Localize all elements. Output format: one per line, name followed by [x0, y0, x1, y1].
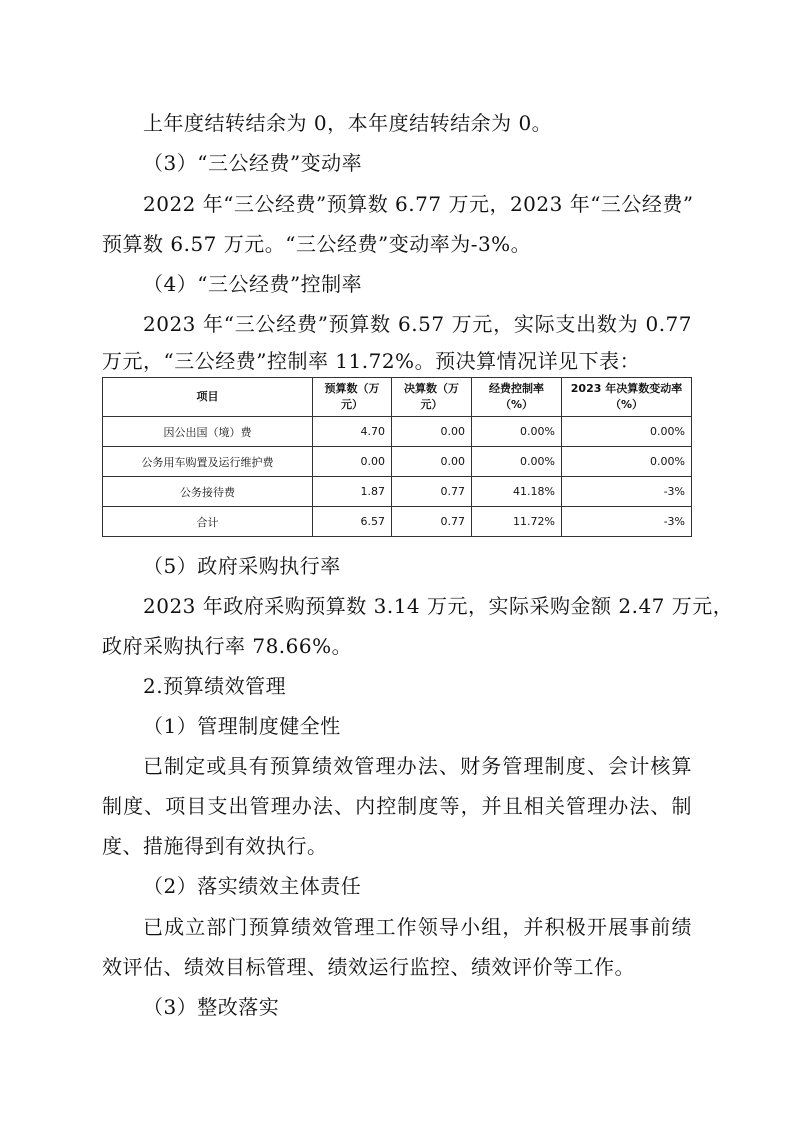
header-item: 项目	[103, 378, 313, 417]
heading-performance-management: 2.预算绩效管理	[143, 674, 287, 698]
paragraph-system-line2: 制度、项目支出管理办法、内控制度等，并且相关管理办法、制	[102, 794, 692, 818]
paragraph-responsibility-line2: 效评估、绩效目标管理、绩效运行监控、绩效评价等工作。	[102, 955, 635, 979]
three-public-expense-table	[102, 377, 692, 537]
heading-2-responsibility: （2）落实绩效主体责任	[143, 874, 362, 898]
heading-5-procurement: （5）政府采购执行率	[143, 554, 341, 578]
paragraph-control-rate-line2: 万元，“三公经费”控制率 11.72%。预决算情况详见下表：	[102, 349, 641, 373]
cell-budget: 4.70	[313, 417, 392, 447]
table-row	[103, 417, 692, 447]
header-budget: 预算数（万元）	[313, 378, 392, 417]
cell-item: 合计	[103, 507, 313, 537]
table-row-total	[103, 507, 692, 537]
cell-control-rate: 41.18%	[472, 477, 562, 507]
cell-final: 0.77	[392, 507, 472, 537]
header-control-rate: 经费控制率（%）	[472, 378, 562, 417]
cell-final: 0.00	[392, 417, 472, 447]
cell-change-rate: -3%	[562, 507, 692, 537]
header-final: 决算数（万元）	[392, 378, 472, 417]
cell-item: 公务接待费	[103, 477, 313, 507]
cell-budget: 1.87	[313, 477, 392, 507]
table-header-row	[103, 378, 692, 417]
paragraph-carryover: 上年度结转结余为 0，本年度结转结余为 0。	[143, 111, 553, 135]
cell-change-rate: -3%	[562, 477, 692, 507]
cell-item: 因公出国（境）费	[103, 417, 313, 447]
paragraph-change-rate-line1: 2022 年“三公经费”预算数 6.77 万元，2023 年“三公经费”	[143, 192, 694, 216]
table-row	[103, 477, 692, 507]
paragraph-change-rate-line2: 预算数 6.57 万元。“三公经费”变动率为-3%。	[102, 232, 532, 256]
cell-change-rate: 0.00%	[562, 417, 692, 447]
cell-change-rate: 0.00%	[562, 447, 692, 477]
paragraph-system-line3: 度、措施得到有效执行。	[102, 834, 328, 858]
cell-control-rate: 0.00%	[472, 447, 562, 477]
paragraph-control-rate-line1: 2023 年“三公经费”预算数 6.57 万元，实际支出数为 0.77	[143, 312, 692, 336]
cell-final: 0.77	[392, 477, 472, 507]
heading-4-control-rate: （4）“三公经费”控制率	[143, 272, 363, 296]
cell-control-rate: 11.72%	[472, 507, 562, 537]
heading-1-system-soundness: （1）管理制度健全性	[143, 714, 341, 738]
cell-control-rate: 0.00%	[472, 417, 562, 447]
cell-item: 公务用车购置及运行维护费	[103, 447, 313, 477]
paragraph-responsibility-line1: 已成立部门预算绩效管理工作领导小组，并积极开展事前绩	[143, 915, 692, 939]
table-row	[103, 447, 692, 477]
cell-budget: 6.57	[313, 507, 392, 537]
heading-3-change-rate: （3）“三公经费”变动率	[143, 151, 363, 175]
header-change-rate: 2023 年决算数变动率（%）	[562, 378, 692, 417]
cell-final: 0.00	[392, 447, 472, 477]
paragraph-system-line1: 已制定或具有预算绩效管理办法、财务管理制度、会计核算	[143, 754, 692, 778]
paragraph-procurement-line2: 政府采购执行率 78.66%。	[102, 634, 353, 658]
cell-budget: 0.00	[313, 447, 392, 477]
heading-3-rectification: （3）整改落实	[143, 995, 280, 1019]
paragraph-procurement-line1: 2023 年政府采购预算数 3.14 万元，实际采购金额 2.47 万元，	[143, 594, 734, 618]
